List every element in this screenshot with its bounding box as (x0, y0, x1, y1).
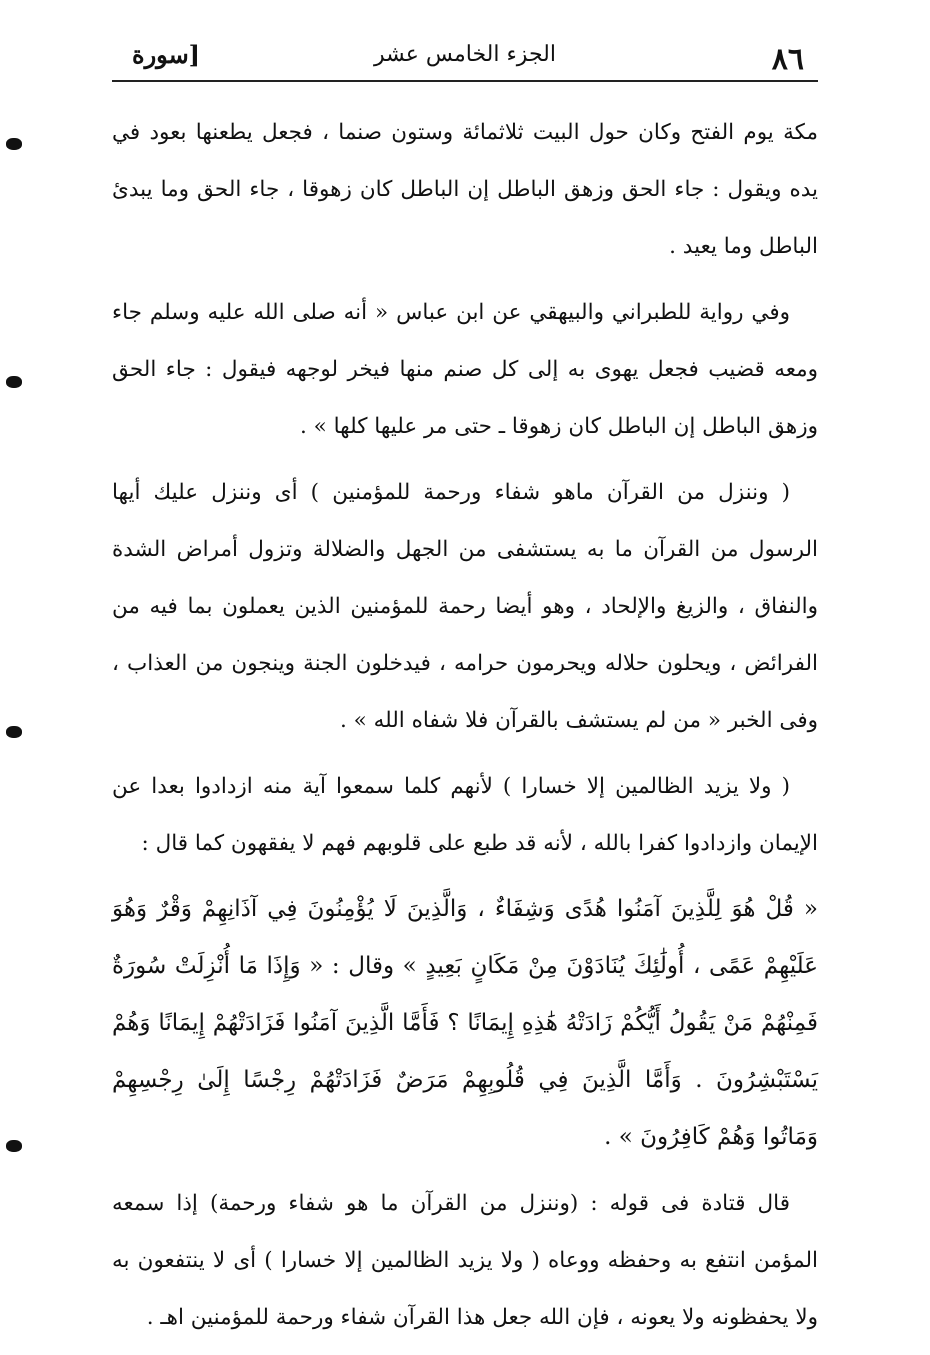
page-number: ٨٦ (771, 42, 804, 77)
paragraph-1: مكة يوم الفتح وكان حول البيت ثلاثمائة وستون صنما ، فجعل يطعنها بعود في يده ويقول : جاء الحق وزهق الباطل إن الباطل كان زهوقا ، جاء الحق وما يبدئ الباطل وما يعيد . (112, 120, 818, 259)
surah-label: [سورة (132, 40, 201, 69)
page-header (112, 34, 818, 82)
running-title: الجزء الخامس عشر (374, 42, 556, 67)
header-rule (112, 80, 818, 82)
body-text (112, 104, 818, 1355)
paragraph-6: قال قتادة فى قوله : (وننزل من القرآن ما هو شفاء ورحمة) إذا سمعه المؤمن انتفع به وحفظه ووعاه ( ولا يزيد الظالمين إلا خسارا ) أى لا ينتفعون به ولا يحفظونه ولا يعونه ، فإن الله جعل هذا القرآن شفاء ورحمة للمؤمنين اهـ . (112, 1191, 818, 1330)
paragraph-4: ( ولا يزيد الظالمين إلا خسارا ) لأنهم كلما سمعوا آية منه ازدادوا بعدا عن الإيمان وازدادوا كفرا بالله ، لأنه قد طبع على قلوبهم فهم لا يفقهون كما قال : (112, 774, 818, 856)
margin-mark (6, 138, 22, 150)
margin-mark (6, 376, 22, 388)
margin-mark (6, 726, 22, 738)
margin-mark (6, 1140, 22, 1152)
paragraph-3: ( وننزل من القرآن ماهو شفاء ورحمة للمؤمنين ) أى وننزل عليك أيها الرسول من القرآن ما به يستشفى من الجهل والضلالة وتزول أمراض الشدة والنفاق ، والزيغ والإلحاد ، وهو أيضا رحمة للمؤمنين الذين يعملون بما فيه من الفرائض ، ويحلون حلاله ويحرمون حرامه ، فيدخلون الجنة وينجون من العذاب ، وفى الخبر « من لم يستشف بالقرآن فلا شفاه الله » . (112, 480, 818, 733)
paragraph-2: وفي رواية للطبراني والبيهقي عن ابن عباس « أنه صلى الله عليه وسلم جاء ومعه قضيب فجعل يهوى به إلى كل صنم منها فيخر لوجهه فيقول : جاء الحق وزهق الباطل إن الباطل كان زهوقا ـ حتى مر عليها كلها » . (112, 300, 818, 439)
quran-quote: « قُلْ هُوَ لِلَّذِينَ آمَنُوا هُدًى وَشِفَاءٌ ، وَالَّذِينَ لَا يُؤْمِنُونَ فِي آذَانِهِمْ وَقْرٌ وَهُوَ عَلَيْهِمْ عَمًى ، أُولَٰئِكَ يُنَادَوْنَ مِنْ مَكَانٍ بَعِيدٍ » وقال : « وَإِذَا مَا أُنْزِلَتْ سُورَةٌ فَمِنْهُمْ مَنْ يَقُولُ أَيُّكُمْ زَادَتْهُ هَٰذِهِ إِيمَانًا ؟ فَأَمَّا الَّذِينَ آمَنُوا فَزَادَتْهُمْ إِيمَانًا وَهُمْ يَسْتَبْشِرُونَ . وَأَمَّا الَّذِينَ فِي قُلُوبِهِمْ مَرَضٌ فَزَادَتْهُمْ رِجْسًا إِلَىٰ رِجْسِهِمْ وَمَاتُوا وَهُمْ كَافِرُونَ » . (112, 896, 818, 1150)
